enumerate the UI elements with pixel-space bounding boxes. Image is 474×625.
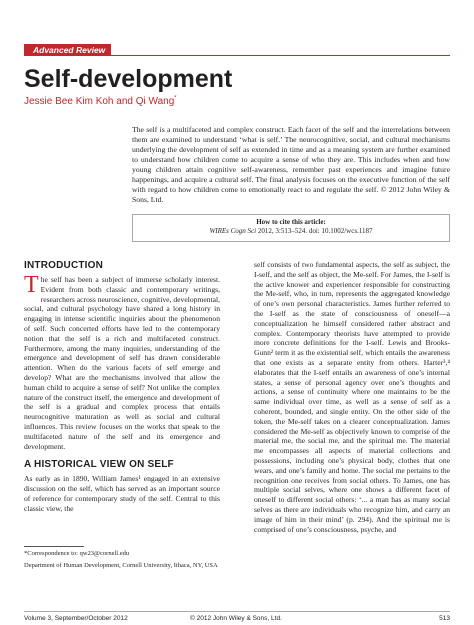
introduction-text: he self has been a subject of immerse scholarly interest. Evident from both classic and contemporary writings, researchers across neuroscience, cognitive, developmental, social, and cultural psychology have shared a long history in engaging in intense scientific inquiries about the phenomenon of self. Such concerted efforts have led to the contemporary notion that the self is a rich and multifaceted construct. Furthermore, among the many inquiries, understanding of the emergence and development of self has drawn considerable attention. When do the various facets of self emerge and develop? What are the mechanisms involved that allow the human child to acquire a sense of self? Not unlike the complex nature of the construct itself, the emergence and development of the self is a gradual and complex process that entails neurocognitive maturation as well as social and cultural influences. This review focuses on the works that speak to the multifaceted nature of the self and its emergence and development. [24,275,220,451]
correspondence-note: *Correspondence to: qw23@cornell.edu [24,550,130,557]
footer-copyright: © 2012 John Wiley & Sons, Ltd. [190,615,282,622]
article-type-badge: Advanced Review [24,44,111,56]
left-column [24,260,220,514]
article-title: Self-development [24,65,233,93]
history-heading: A HISTORICAL VIEW ON SELF [24,459,174,471]
footnote-divider [24,546,84,547]
footer-divider [24,611,450,612]
citation-text [133,227,449,236]
introduction-heading: INTRODUCTION [24,260,104,271]
author-names: Jessie Bee Kim Koh and Qi Wang [24,96,175,107]
right-column [254,260,450,534]
self-aspects-paragraph: self consists of two fundamental aspects, the self as subject, the I-self, and the self as object, the Me-self. For James, the I-self is the active knower and experiencer responsible for constructing the Me-self, who, in turn, represents the aggregated knowledge of one’s own personal characteristics. James further referred to the I-self as the state of consciousness of oneself—a conceptualization he himself considered rather abstract and complex. Contemporary theorists have attempted to provide more concrete definitions for the I-self. Lewis and Brooks-Gunn² term it as the existential self, which entails the awareness that one exists as a separate entity from others. Harter³,⁴ elaborates that the I-self entails an awareness of one’s internal states, a sense of personal agency over one’s thoughts and actions, a sense of continuity where one maintains to be the same individual over time, as well as a sense of self as a coherent, bounded, and single entity. On the other side of the token, the Me-self takes on a clearer conceptualization. James considered the Me-self as objectively known to comprise of the material me, the social me, and the spiritual me. The material me encompasses all aspects of material collections and possessions, including one’s physical body, clothes that one wears, and one’s family and home. The social me pertains to the recognition one receives from social others. To James, one has multiple social selves, where one shows a different facet of oneself to different social others: ‘... a man has as many social selves as there are individuals who recognize him, and carry an image of him in their mind’ (p. 294). And the spiritual me is comprised of one’s consciousness, psyche, and [254,260,450,534]
citation-journal: WIREs Cogn Sci [209,227,257,235]
authors-line [24,96,177,108]
abstract: The self is a multifaceted and complex construct. Each facet of the self and the interrelations between them are examined to understand ‘what is self.’ The neurocognitive, social, and cultural mechanisms underlying the development of self as extended in time and as a meaning system are further examined to understand how children come to acquire a sense of who they are. This includes when and how young children attain cognitive self-awareness, remember past experiences and imagine future happenings, and acquire a cultural self. The final analysis focuses on the executive function of the self with regard to how children come to emotionally react to and regulate the self. © 2012 John Wiley & Sons, Ltd. [132,125,450,204]
footnote [24,550,220,570]
author-mark: * [174,95,177,102]
introduction-paragraph [24,272,220,451]
citation-title: How to cite this article: [256,218,326,226]
citation-box [132,214,450,242]
footer-volume: Volume 3, September/October 2012 [24,615,128,622]
citation-details: 2012, 3:513–524. doi: 10.1002/wcs.1187 [256,227,373,235]
department-note: Department of Human Development, Cornell University, Ithaca, NY, USA [24,562,218,569]
history-paragraph: As early as in 1890, William James¹ engaged in an extensive discussion on the self, which has served as an important source of reference for contemporary study of the self. Central to this classic view, the [24,474,220,513]
page-number: 513 [439,615,450,622]
header-divider [24,55,450,56]
drop-cap: T [24,272,39,298]
